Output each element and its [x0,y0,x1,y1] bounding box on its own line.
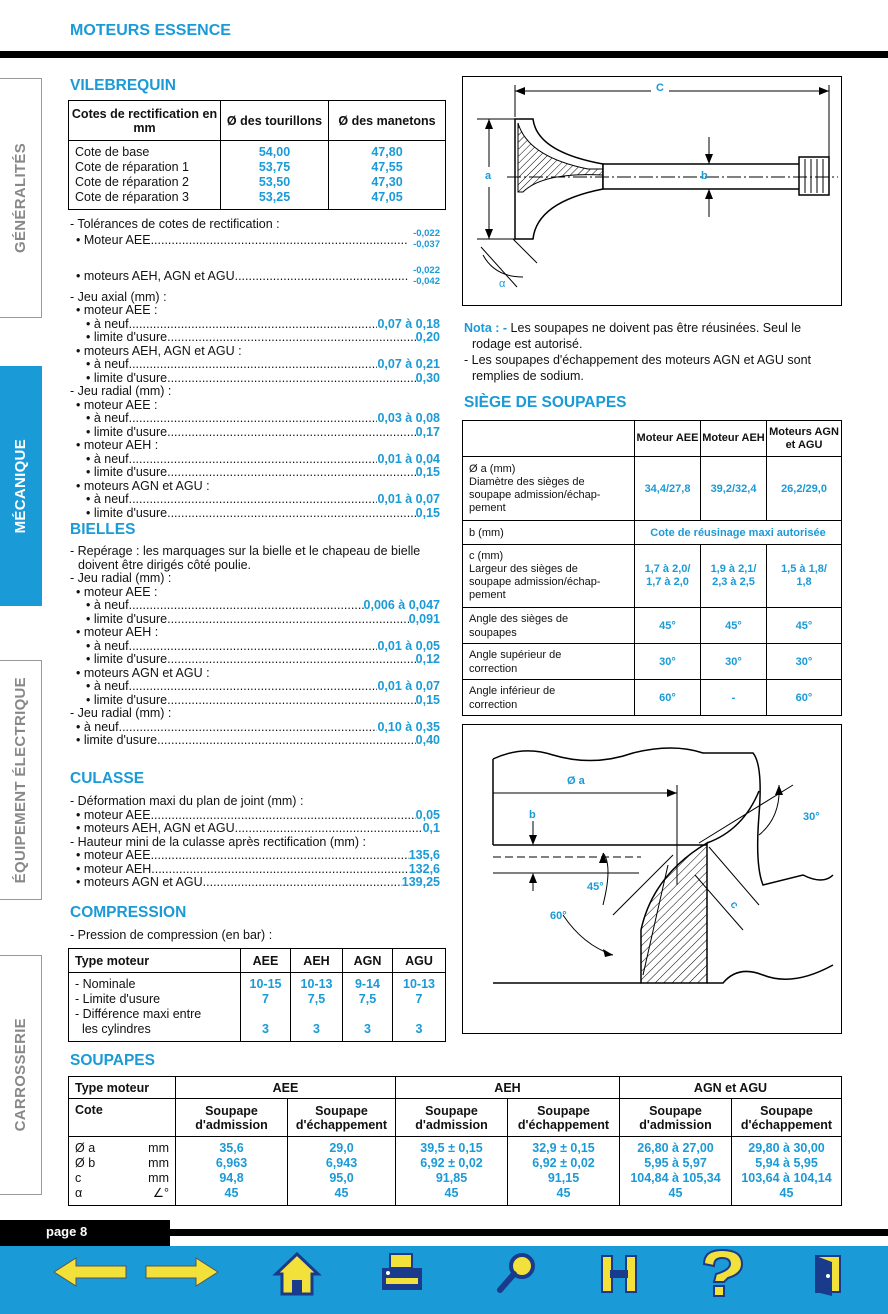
compression-table [68,948,446,1042]
nav-bar [0,1246,888,1314]
soupapes-table [68,1076,842,1206]
table-header: Soupape d'admission [176,1099,288,1137]
help-icon[interactable] [690,1246,754,1305]
table-cell: 35,6 6,963 94,8 45 [176,1137,288,1206]
dim-label-a: a [485,170,492,182]
table-cell: Ø a (mm) Diamètre des sièges de soupape admission/échap- pement [463,457,635,521]
table-cell: 45° [767,608,842,644]
table-header: Type moteur [69,1077,176,1099]
table-header [463,421,635,457]
nota-block: Nota : - Les soupapes ne doivent pas être réusinées. Seul le rodage est autorisé. - Les soupapes d'échappement des moteurs AGN et AGU sont remplies de sodium. [464,321,812,383]
table-cell: b (mm) [463,521,635,545]
table-cell: 45° [701,608,767,644]
dim-label-b: b [701,170,708,182]
footer [0,1218,888,1314]
section-title-soupapes: SOUPAPES [70,1052,155,1069]
table-cell: 10-13 7 3 [393,973,446,1042]
culasse-specs: - Déformation maxi du plan de joint (mm) : • moteur AEE ..... 0,05 • moteurs AEH, AGN et AGU ..... 0,1 - Hauteur mini de la culasse après rectification (mm) : • moteur AEE ..... 135,6 • moteur AEH ..... 132,6 • moteurs AGN et AGU ..... 139,25 [70,795,440,890]
table-header: Soupape d'échappement [508,1099,620,1137]
table-cell: Cote de base Cote de réparation 1 Cote de réparation 2 Cote de réparation 3 [69,141,221,210]
section-title-vilebrequin: VILEBREQUIN [70,77,176,94]
dim-label-oa: Ø a [567,775,585,787]
tab-generalites[interactable] [0,78,42,318]
header-rule [0,51,888,58]
section-title-culasse: CULASSE [70,770,145,787]
seat-drawing [463,725,841,1033]
arrow-right-icon[interactable] [142,1252,222,1295]
table-header: AEH [396,1077,620,1099]
dim-label-c: C [656,82,664,94]
table-cell: 9-14 7,5 3 [343,973,393,1042]
angle-label-45: 45° [587,881,604,893]
section-title-siege: SIÈGE DE SOUPAPES [464,394,627,411]
exit-icon[interactable] [808,1252,848,1299]
table-cell: 10-15 7 3 [241,973,291,1042]
dim-label-b: b [529,809,536,821]
table-cell: 30° [635,644,701,680]
page-title: MOTEURS ESSENCE [70,22,231,39]
section-title-bielles: BIELLES [70,521,136,538]
index-icon[interactable] [596,1250,646,1303]
table-header: AGN et AGU [620,1077,842,1099]
table-header: AGN [343,949,393,973]
search-icon[interactable] [492,1250,542,1303]
table-cell: 10-13 7,5 3 [291,973,343,1042]
table-cell: - Nominale - Limite d'usure - Différence maxi entre les cylindres [69,973,241,1042]
table-cell: 39,5 ± 0,15 6,92 ± 0,02 91,85 45 [396,1137,508,1206]
table-header: Type moteur [69,949,241,973]
tab-carrosserie[interactable] [0,955,42,1195]
arrow-left-icon[interactable] [50,1252,130,1295]
valve-drawing [463,77,841,305]
home-icon[interactable] [272,1250,322,1303]
tab-equipement-electrique[interactable] [0,660,42,900]
table-header: Moteur AEH [701,421,767,457]
table-cell: 34,4/27,8 [635,457,701,521]
bielles-specs: - Repérage : les marquages sur la bielle et le chapeau de bielle doivent être dirigés côté poulie. - Jeu radial (mm) : • moteur AEE : • à neuf ..... 0,006 à 0,047 • limite d'usure ..... 0,091 • moteur AEH : • à neuf ..... 0,01 à 0,05 • limite d'usure ..... 0,12 • moteurs AGN et AGU : • à neuf ..... 0,01 à 0,07 • limite d'usure ..... 0,15 - Jeu radial (mm) : • à neuf ..... 0,10 à 0,35 • limite d'usure ..... 0,40 [70,545,440,748]
table-cell: 26,80 à 27,00 5,95 à 5,97 104,84 à 105,34 45 [620,1137,732,1206]
table-cell: 60° [635,680,701,716]
tab-label: CARROSSERIE [12,1018,29,1132]
print-icon[interactable] [378,1250,428,1303]
table-cell: Cote de réusinage maxi autorisée [635,521,842,545]
siege-table [462,420,842,716]
table-cell: 1,9 à 2,1/ 2,3 à 2,5 [701,545,767,608]
angle-label-30: 30° [803,811,820,823]
table-cell: 60° [767,680,842,716]
table-cell: 30° [767,644,842,680]
footer-rule [170,1229,888,1236]
table-header: Ø des manetons [329,101,446,141]
angle-label-60: 60° [550,910,567,922]
table-cell: 32,9 ± 0,15 6,92 ± 0,02 91,15 45 [508,1137,620,1206]
table-header: Ø des tourillons [221,101,329,141]
vilebrequin-table [68,100,446,210]
tab-label: MÉCANIQUE [12,438,29,534]
table-cell: - [701,680,767,716]
table-header: AEE [176,1077,396,1099]
table-header: Cotes de rectification en mm [69,101,221,141]
table-cell: 29,0 6,943 95,0 45 [288,1137,396,1206]
table-cell: c (mm) Largeur des sièges de soupape admission/échap- pement [463,545,635,608]
tab-label: GÉNÉRALITÉS [12,143,29,253]
dim-label-alpha: α [499,278,506,290]
valve-diagram [462,76,842,306]
table-header: Soupape d'admission [396,1099,508,1137]
table-cell: Angle des sièges de soupapes [463,608,635,644]
dim-label-c: c [727,898,741,912]
table-header: Moteur AEE [635,421,701,457]
compression-intro: - Pression de compression (en bar) : [70,928,273,942]
table-cell: 45° [635,608,701,644]
table-header: Moteurs AGN et AGU [767,421,842,457]
table-header: AEH [291,949,343,973]
page-number: page 8 [0,1220,170,1246]
valve-seat-diagram [462,724,842,1034]
table-cell: 47,80 47,55 47,30 47,05 [329,141,446,210]
table-cell: Angle supérieur de correction [463,644,635,680]
table-cell: 26,2/29,0 [767,457,842,521]
table-header: AGU [393,949,446,973]
table-header: Soupape d'échappement [732,1099,842,1137]
section-title-compression: COMPRESSION [70,904,187,921]
table-header: Cote [69,1099,176,1137]
table-cell: Angle inférieur de correction [463,680,635,716]
table-cell: Ø a mm Ø b mm c mm α ∠° [69,1137,176,1206]
table-header: Soupape d'échappement [288,1099,396,1137]
vilebrequin-specs: - Tolérances de cotes de rectification : • Moteur AEE ..... -0,022 -0,037 • moteurs AEH, AGN et AGU ..... -0,022 -0,042 - Jeu axial (mm) : • moteur AEE : • à neuf ..... 0,07 à 0,18 • limite d'usure ..... 0,20 • moteurs AEH, AGN et AGU : • à neuf ..... 0,07 à 0,21 • limite d'usure ..... 0,30 - Jeu radial (mm) : • moteur AEE : • à neuf ..... 0,03 à 0,08 • limite d'usure ..... 0,17 • moteur AEH : • à neuf ..... 0,01 à 0,04 • limite d'usure ..... 0,15 • moteurs AGN et AGU : • à neuf ..... 0,01 à 0,07 • limite d'usure ..... 0,15 [70,218,440,520]
table-cell: 30° [701,644,767,680]
table-cell: 1,7 à 2,0/ 1,7 à 2,0 [635,545,701,608]
table-cell: 1,5 à 1,8/ 1,8 [767,545,842,608]
tab-label: ÉQUIPEMENT ÉLECTRIQUE [12,676,29,884]
table-cell: 39,2/32,4 [701,457,767,521]
table-header: Soupape d'admission [620,1099,732,1137]
page-header [0,0,888,58]
table-cell: 54,00 53,75 53,50 53,25 [221,141,329,210]
table-header: AEE [241,949,291,973]
table-cell: 29,80 à 30,00 5,94 à 5,95 103,64 à 104,14 45 [732,1137,842,1206]
tab-mecanique[interactable] [0,366,42,606]
